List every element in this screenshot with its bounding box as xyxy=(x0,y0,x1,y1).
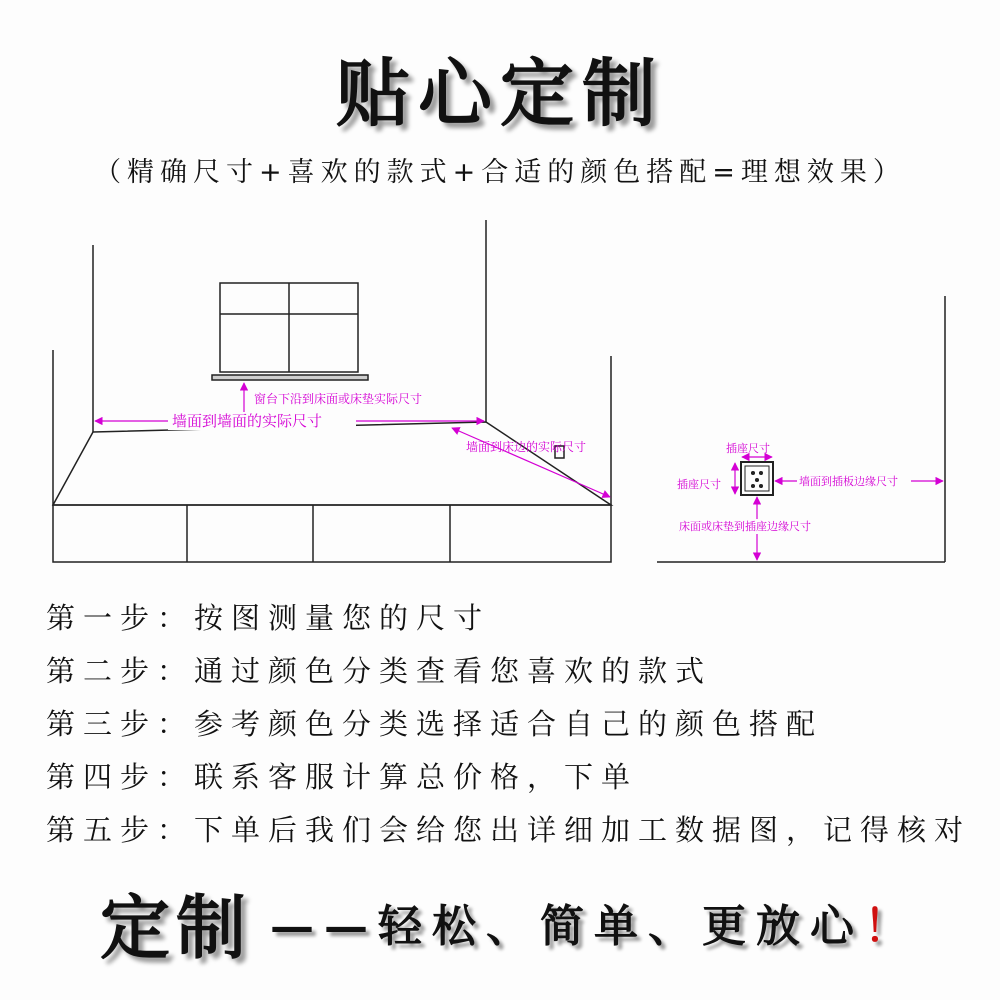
footer-tagline-text: ——轻松、简单、更放心 xyxy=(270,901,864,952)
step-text: 下单后我们会给您出详细加工数据图，记得核对 xyxy=(194,813,972,847)
socket-hole xyxy=(760,485,763,488)
bed-front xyxy=(53,505,611,562)
step-label: 第二步： xyxy=(46,654,195,688)
socket-hole xyxy=(756,479,759,482)
step-text: 联系客服计算总价格，下单 xyxy=(194,760,639,794)
step-text: 按图测量您的尺寸 xyxy=(194,601,491,635)
wall-to-wall-label: 墙面到墙面的实际尺寸 xyxy=(172,412,323,430)
bed-to-socket-label: 床面或床垫到插座边缘尺寸 xyxy=(679,520,811,533)
page-title: 贴心定制 xyxy=(336,51,664,137)
footer-big-text: 定制 xyxy=(100,886,252,969)
step-2 xyxy=(46,643,986,696)
wall-to-bed-edge-label: 墙面到床边的实际尺寸 xyxy=(466,440,587,454)
footer-exclamation: ！ xyxy=(864,901,918,952)
wall-to-bed-edge-arrow xyxy=(452,428,610,497)
step-text: 通过颜色分类查看您喜欢的款式 xyxy=(194,654,713,688)
socket-hole xyxy=(752,485,755,488)
footer-slogan xyxy=(0,862,1000,969)
socket-annotations xyxy=(735,457,943,560)
step-label: 第一步： xyxy=(46,601,195,635)
page-subtitle: （精确尺寸+喜欢的款式+合适的颜色搭配=理想效果） xyxy=(94,157,906,188)
bed-top xyxy=(53,422,611,505)
steps-list xyxy=(46,590,986,855)
step-4 xyxy=(46,749,986,802)
step-text: 参考颜色分类选择适合自己的颜色搭配 xyxy=(194,707,824,741)
socket-hole xyxy=(752,472,755,475)
step-3 xyxy=(46,696,986,749)
step-5 xyxy=(46,802,986,855)
step-label: 第三步： xyxy=(46,707,195,741)
socket-width-label: 插座尺寸 xyxy=(726,442,770,455)
socket-height-label: 插座尺寸 xyxy=(677,478,721,491)
wall-to-socket-label: 墙面到插板边缘尺寸 xyxy=(799,475,898,488)
footer-tagline xyxy=(270,890,918,954)
step-label: 第五步： xyxy=(46,813,195,847)
step-1 xyxy=(46,590,986,643)
socket-hole xyxy=(760,472,763,475)
step-label: 第四步： xyxy=(46,760,195,794)
sill-to-bed-label: 窗台下沿到床面或床垫实际尺寸 xyxy=(254,392,423,406)
window-sill xyxy=(212,375,368,380)
